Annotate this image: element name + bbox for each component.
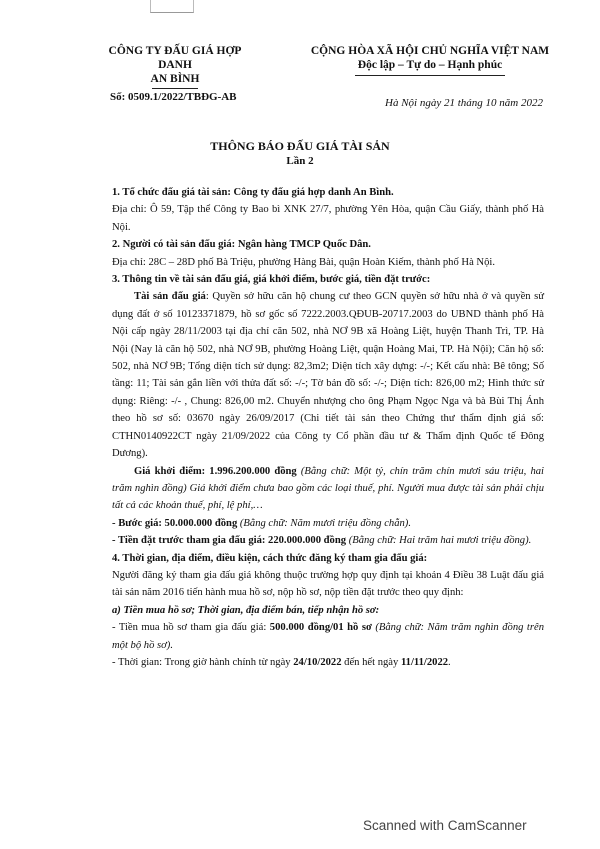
- application-fee: [112, 619, 544, 654]
- section-2-address: Địa chỉ: 28C – 28D phố Bà Triệu, phường Hàng Bài, quận Hoàn Kiếm, thành phố Hà Nội.: [112, 256, 495, 268]
- date-line: Hà Nội ngày 21 tháng 10 năm 2022: [385, 97, 543, 109]
- document-body: [112, 184, 544, 671]
- section-4-sub-a: a) Tiền mua hồ sơ; Thời gian, địa điểm bán, tiếp nhận hồ sơ:: [112, 604, 380, 616]
- deposit-prefix: -: [112, 535, 118, 547]
- motto-underline: [355, 75, 505, 76]
- fee-prefix: - Tiền mua hồ sơ tham gia đấu giá:: [112, 622, 270, 634]
- bid-step-note: (Bằng chữ: Năm mươi triệu đồng chẵn).: [237, 517, 411, 529]
- bid-step-prefix: -: [112, 517, 119, 529]
- section-2-heading: 2. Người có tài sản đấu giá: Ngân hàng TMCP Quốc Dân.: [112, 239, 371, 251]
- section-4-heading: 4. Thời gian, địa điểm, điều kiện, cách thức đăng ký tham gia đấu giá:: [112, 552, 428, 564]
- section-1-address: Địa chỉ: Ô 59, Tập thể Công ty Bao bì XNK 27/7, phường Yên Hòa, quận Cầu Giấy, thành phố Hà Nội.: [112, 204, 544, 233]
- time-suffix: .: [448, 656, 451, 668]
- asset-label: Tài sản đấu giá: [134, 291, 206, 303]
- organization-header: [95, 44, 255, 89]
- nation-header: [300, 44, 560, 76]
- org-underline: [152, 88, 198, 89]
- org-name-line1: CÔNG TY ĐẤU GIÁ HỢP DANH: [108, 45, 242, 71]
- document-subtitle: Lần 2: [286, 155, 314, 167]
- bid-step: [112, 515, 544, 532]
- deposit: [112, 532, 544, 549]
- asset-description: [112, 288, 544, 462]
- document-number: Số: 0509.1/2022/TBĐG-AB: [110, 91, 237, 103]
- start-price-note: (Bằng chữ: Một tỷ, chín trăm chín mươi sáu triệu, hai trăm nghìn đồng) Giá khởi điểm chưa bao gồm các loại thuế, phí. Người mua được tài sản phải chịu tất cả các khoản thuế, phí, lệ phí,…: [112, 465, 544, 512]
- start-price-label: Giá khởi điểm: 1.996.200.000 đồng: [134, 465, 297, 477]
- document-title: THÔNG BÁO ĐẤU GIÁ TÀI SẢN: [210, 139, 390, 153]
- nation-name: CỘNG HÒA XÃ HỘI CHỦ NGHĨA VIỆT NAM: [310, 45, 550, 57]
- start-price: [112, 463, 544, 515]
- fee-value: 500.000 đồng/01 hồ sơ: [269, 622, 372, 634]
- scanner-watermark: Scanned with CamScanner: [363, 818, 527, 833]
- fee-note: (Bằng chữ: Năm trăm nghìn đồng trên một bộ hồ sơ).: [112, 622, 544, 651]
- section-3-heading: 3. Thông tin về tài sản đấu giá, giá khởi điểm, bước giá, tiền đặt trước:: [112, 274, 431, 286]
- asset-text: : Quyền sở hữu căn hộ chung cư theo GCN quyền sở hữu nhà ở và quyền sử dụng đất ở số 10123371879, hồ sơ gốc số 7222.2003.QĐUB-20717.2003 do UBND thành phố Hà Nội cấp ngày 28/11/2003 tại địa chỉ căn 502, nhà NƠ 9B xã Hoàng Liệt, huyện Thanh Trì, TP. Hà Nội (Nay là căn hộ 502, nhà NƠ 9B, phường Hoàng Liệt, quận Hoàng Mai, TP. Hà Nội); Căn hộ số: 502, nhà NƠ 9B; Tổng diện tích sử dụng: 82,3m2; Diện tích xây dựng: -/-; Kết cấu nhà: Bê tông; Số tầng: 11; Tài sản gắn liền với thửa đất số: -/-; Tờ bản đồ số: -/-; Diện tích: 826,00 m2; Hình thức sử dụng: Riêng: -/- , Chung: 826,00 m2. Chuyển nhượng cho ông Phạm Ngọc Nga và bà Bùi Thị Ánh theo hồ sơ số: 03670 ngày 26/09/2017 (Chi tiết tài sản theo Chứng thư thẩm định giá số: CTHN0140922CT ngày 21/09/2022 của Công ty Cổ phần đầu tư & Thẩm định Quốc tế Đông Dương).: [112, 291, 544, 460]
- stamp-mark: [150, 0, 194, 13]
- nation-motto: Độc lập – Tự do – Hạnh phúc: [357, 59, 503, 71]
- bid-step-label: Bước giá: 50.000.000 đồng: [118, 517, 238, 529]
- time-mid: đến hết ngày: [341, 656, 401, 668]
- org-name-line2: AN BÌNH: [150, 73, 200, 85]
- time-prefix: - Thời gian: Trong giờ hành chính từ ngày: [112, 656, 294, 668]
- section-4-intro: Người đăng ký tham gia đấu giá không thuộc trường hợp quy định tại khoản 4 Điều 38 Luật đấu giá tài sản năm 2016 tiến hành mua hồ sơ, nộp hồ sơ, nộp tiền đặt trước theo quy định:: [112, 569, 544, 599]
- deposit-note: (Bằng chữ: Hai trăm hai mươi triệu đồng).: [346, 535, 532, 547]
- deposit-label: Tiền đặt trước tham gia đấu giá: 220.000.000 đồng: [118, 535, 347, 547]
- time-start: 24/10/2022: [293, 656, 342, 668]
- section-1-heading: 1. Tổ chức đấu giá tài sản: Công ty đấu giá hợp danh An Bình.: [112, 187, 394, 198]
- time-end: 11/11/2022: [400, 656, 449, 668]
- application-time: [112, 654, 544, 671]
